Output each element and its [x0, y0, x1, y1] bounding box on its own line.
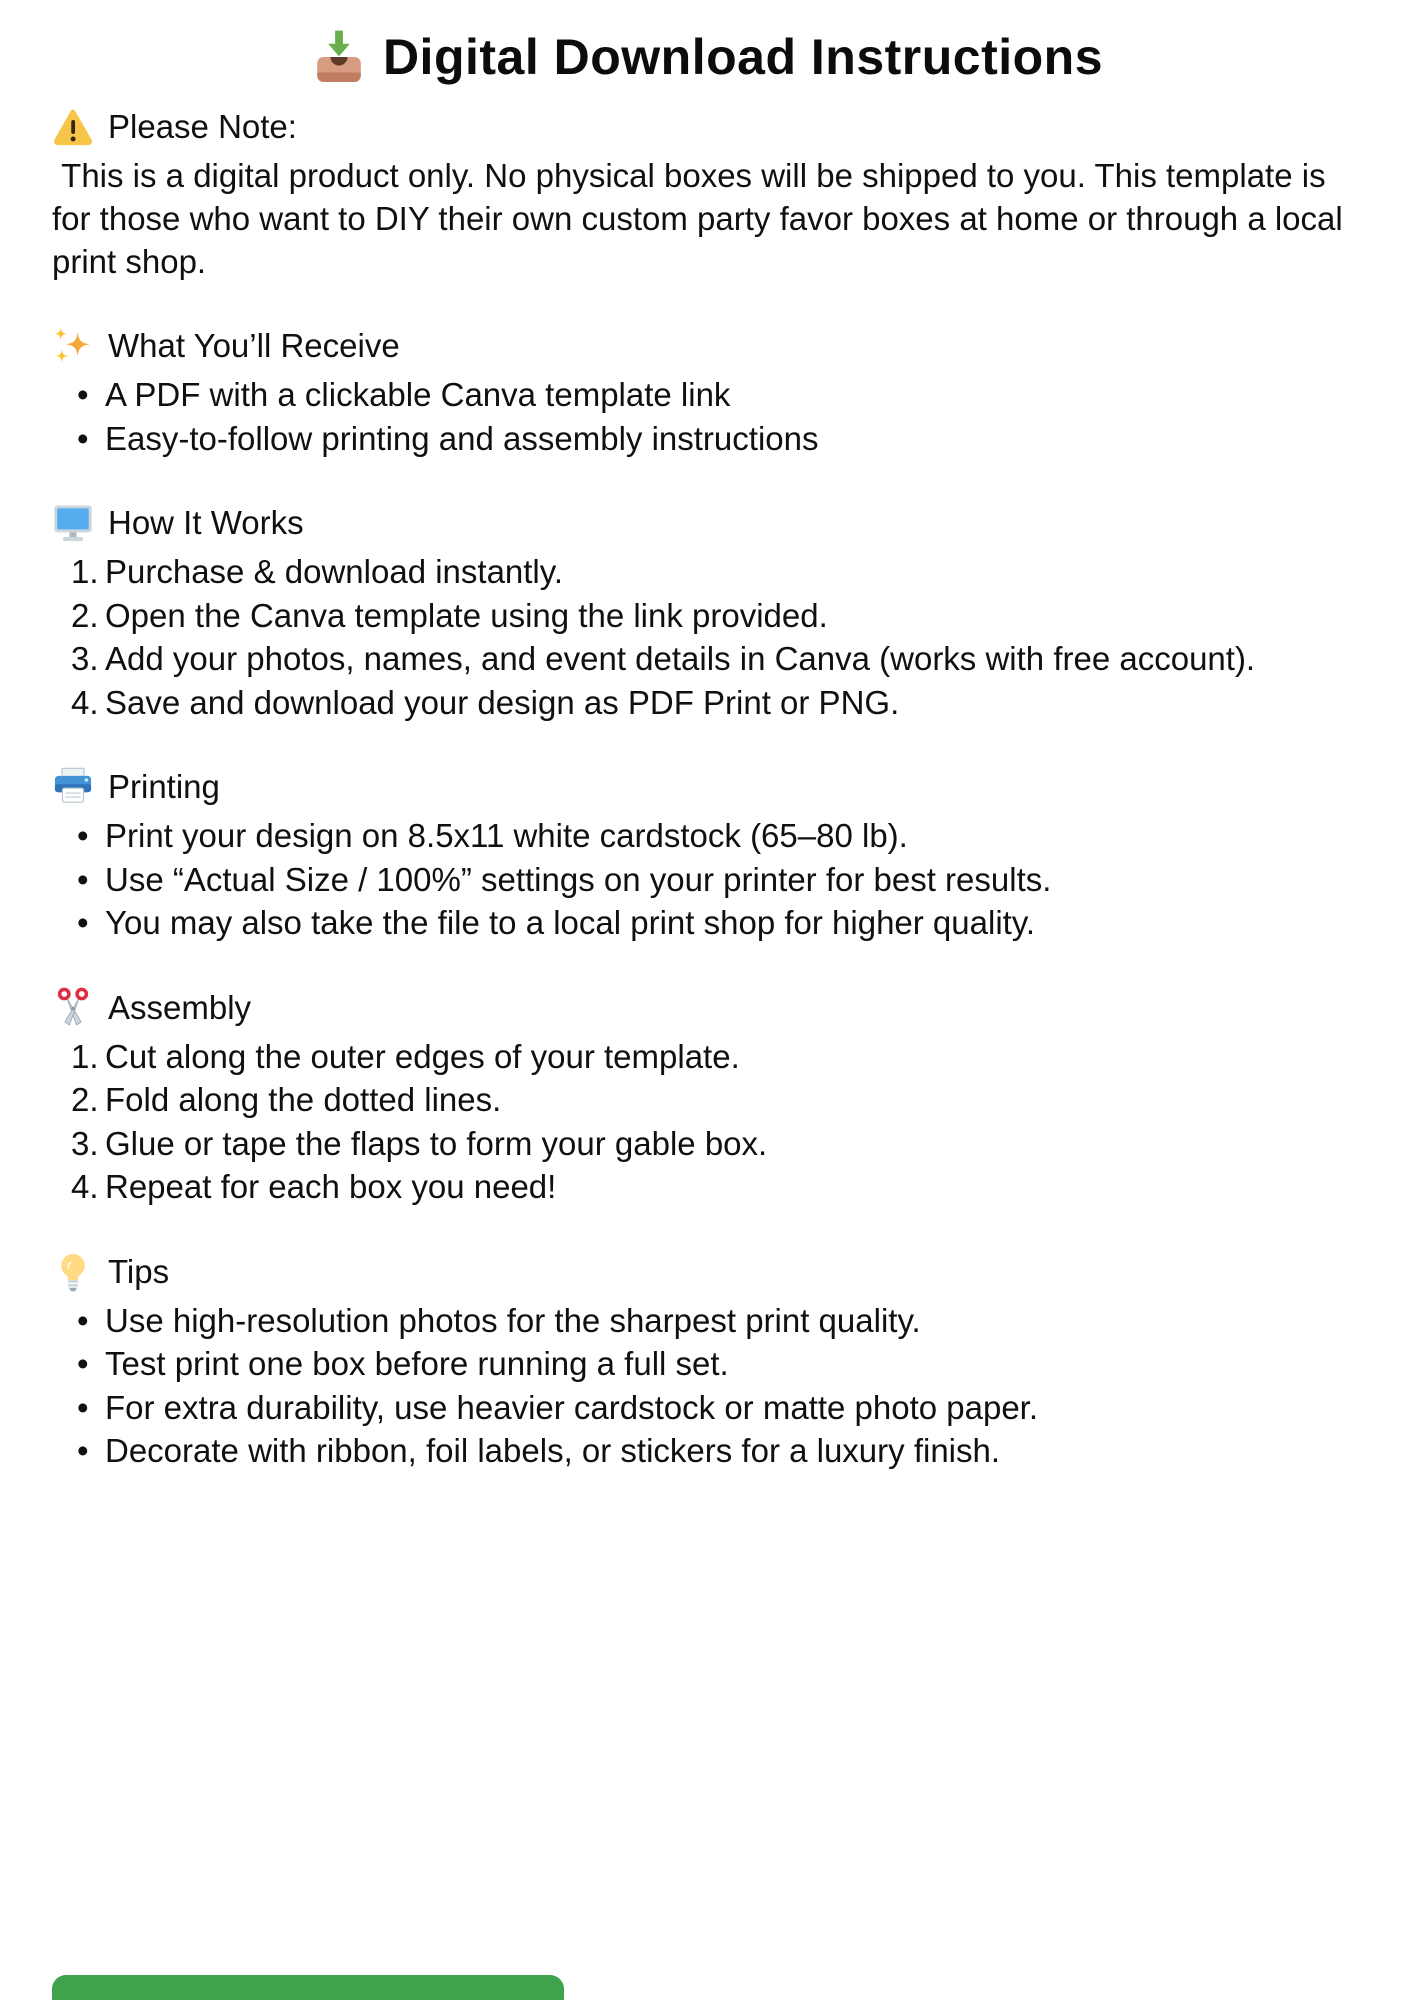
section-assembly — [52, 983, 1362, 1209]
section-heading — [52, 102, 1362, 152]
list-item: • Print your design on 8.5x11 white cardstock (65–80 lb). — [105, 814, 1362, 858]
list-item: • Use “Actual Size / 100%” settings on your printer for best results. — [105, 858, 1362, 902]
heading-text: How It Works — [108, 504, 304, 541]
section-heading — [52, 321, 1362, 371]
how-it-works-list — [52, 550, 1362, 724]
heading-text: Printing — [108, 768, 220, 805]
heading-text: Please Note: — [108, 108, 297, 145]
sparkles-icon — [52, 325, 94, 367]
section-heading — [52, 498, 1362, 548]
section-heading — [52, 983, 1362, 1033]
lightbulb-icon — [52, 1251, 94, 1293]
assembly-list — [52, 1035, 1362, 1209]
page-title — [52, 28, 1362, 86]
list-item: • Decorate with ribbon, foil labels, or stickers for a luxury finish. — [105, 1429, 1362, 1473]
list-item: • You may also take the file to a local print shop for higher quality. — [105, 901, 1362, 945]
list-item: • Test print one box before running a full set. — [105, 1342, 1362, 1386]
list-item: • Use high-resolution photos for the sharpest print quality. — [105, 1299, 1362, 1343]
inbox-tray-icon — [311, 29, 367, 85]
scissors-icon — [52, 987, 94, 1029]
list-item: Fold along the dotted lines. — [105, 1081, 502, 1118]
note-paragraph: This is a digital product only. No physical boxes will be shipped to you. This template is for those who want to DIY their own custom party favor boxes at home or through a local print shop. — [52, 157, 1352, 280]
list-item: • Easy-to-follow printing and assembly instructions — [105, 417, 1362, 461]
desktop-computer-icon — [52, 502, 94, 544]
heading-text: Tips — [108, 1252, 170, 1290]
section-heading — [52, 1247, 1362, 1297]
list-item: Open the Canva template using the link provided. — [105, 596, 828, 634]
list-item: • A PDF with a clickable Canva template link — [105, 373, 1362, 417]
receive-list — [52, 373, 1362, 460]
list-item: Cut along the outer edges of your template. — [105, 1037, 740, 1075]
warning-icon — [52, 106, 94, 148]
printer-icon — [52, 766, 94, 808]
section-tips — [52, 1247, 1362, 1473]
section-printing — [52, 762, 1362, 945]
tips-list — [52, 1299, 1362, 1473]
list-item: Purchase & download instantly. — [105, 553, 563, 590]
heading-text: Assembly — [108, 988, 252, 1026]
list-item: Glue or tape the flaps to form your gable box. — [105, 1124, 768, 1162]
heading-text: What You’ll Receive — [108, 327, 400, 364]
list-item: Repeat for each box you need! — [105, 1168, 557, 1205]
printing-list — [52, 814, 1362, 945]
page-title-text: Digital Download Instructions — [382, 29, 1104, 85]
section-what-youll-receive — [52, 321, 1362, 460]
section-please-note — [52, 102, 1362, 283]
section-how-it-works — [52, 498, 1362, 724]
cutoff-green-element — [52, 1975, 564, 2000]
list-item: Add your photos, names, and event details in Canva (works with free account). — [105, 640, 1256, 677]
section-heading — [52, 762, 1362, 812]
list-item: • For extra durability, use heavier cardstock or matte photo paper. — [105, 1386, 1362, 1430]
list-item: Save and download your design as PDF Print or PNG. — [105, 683, 900, 721]
